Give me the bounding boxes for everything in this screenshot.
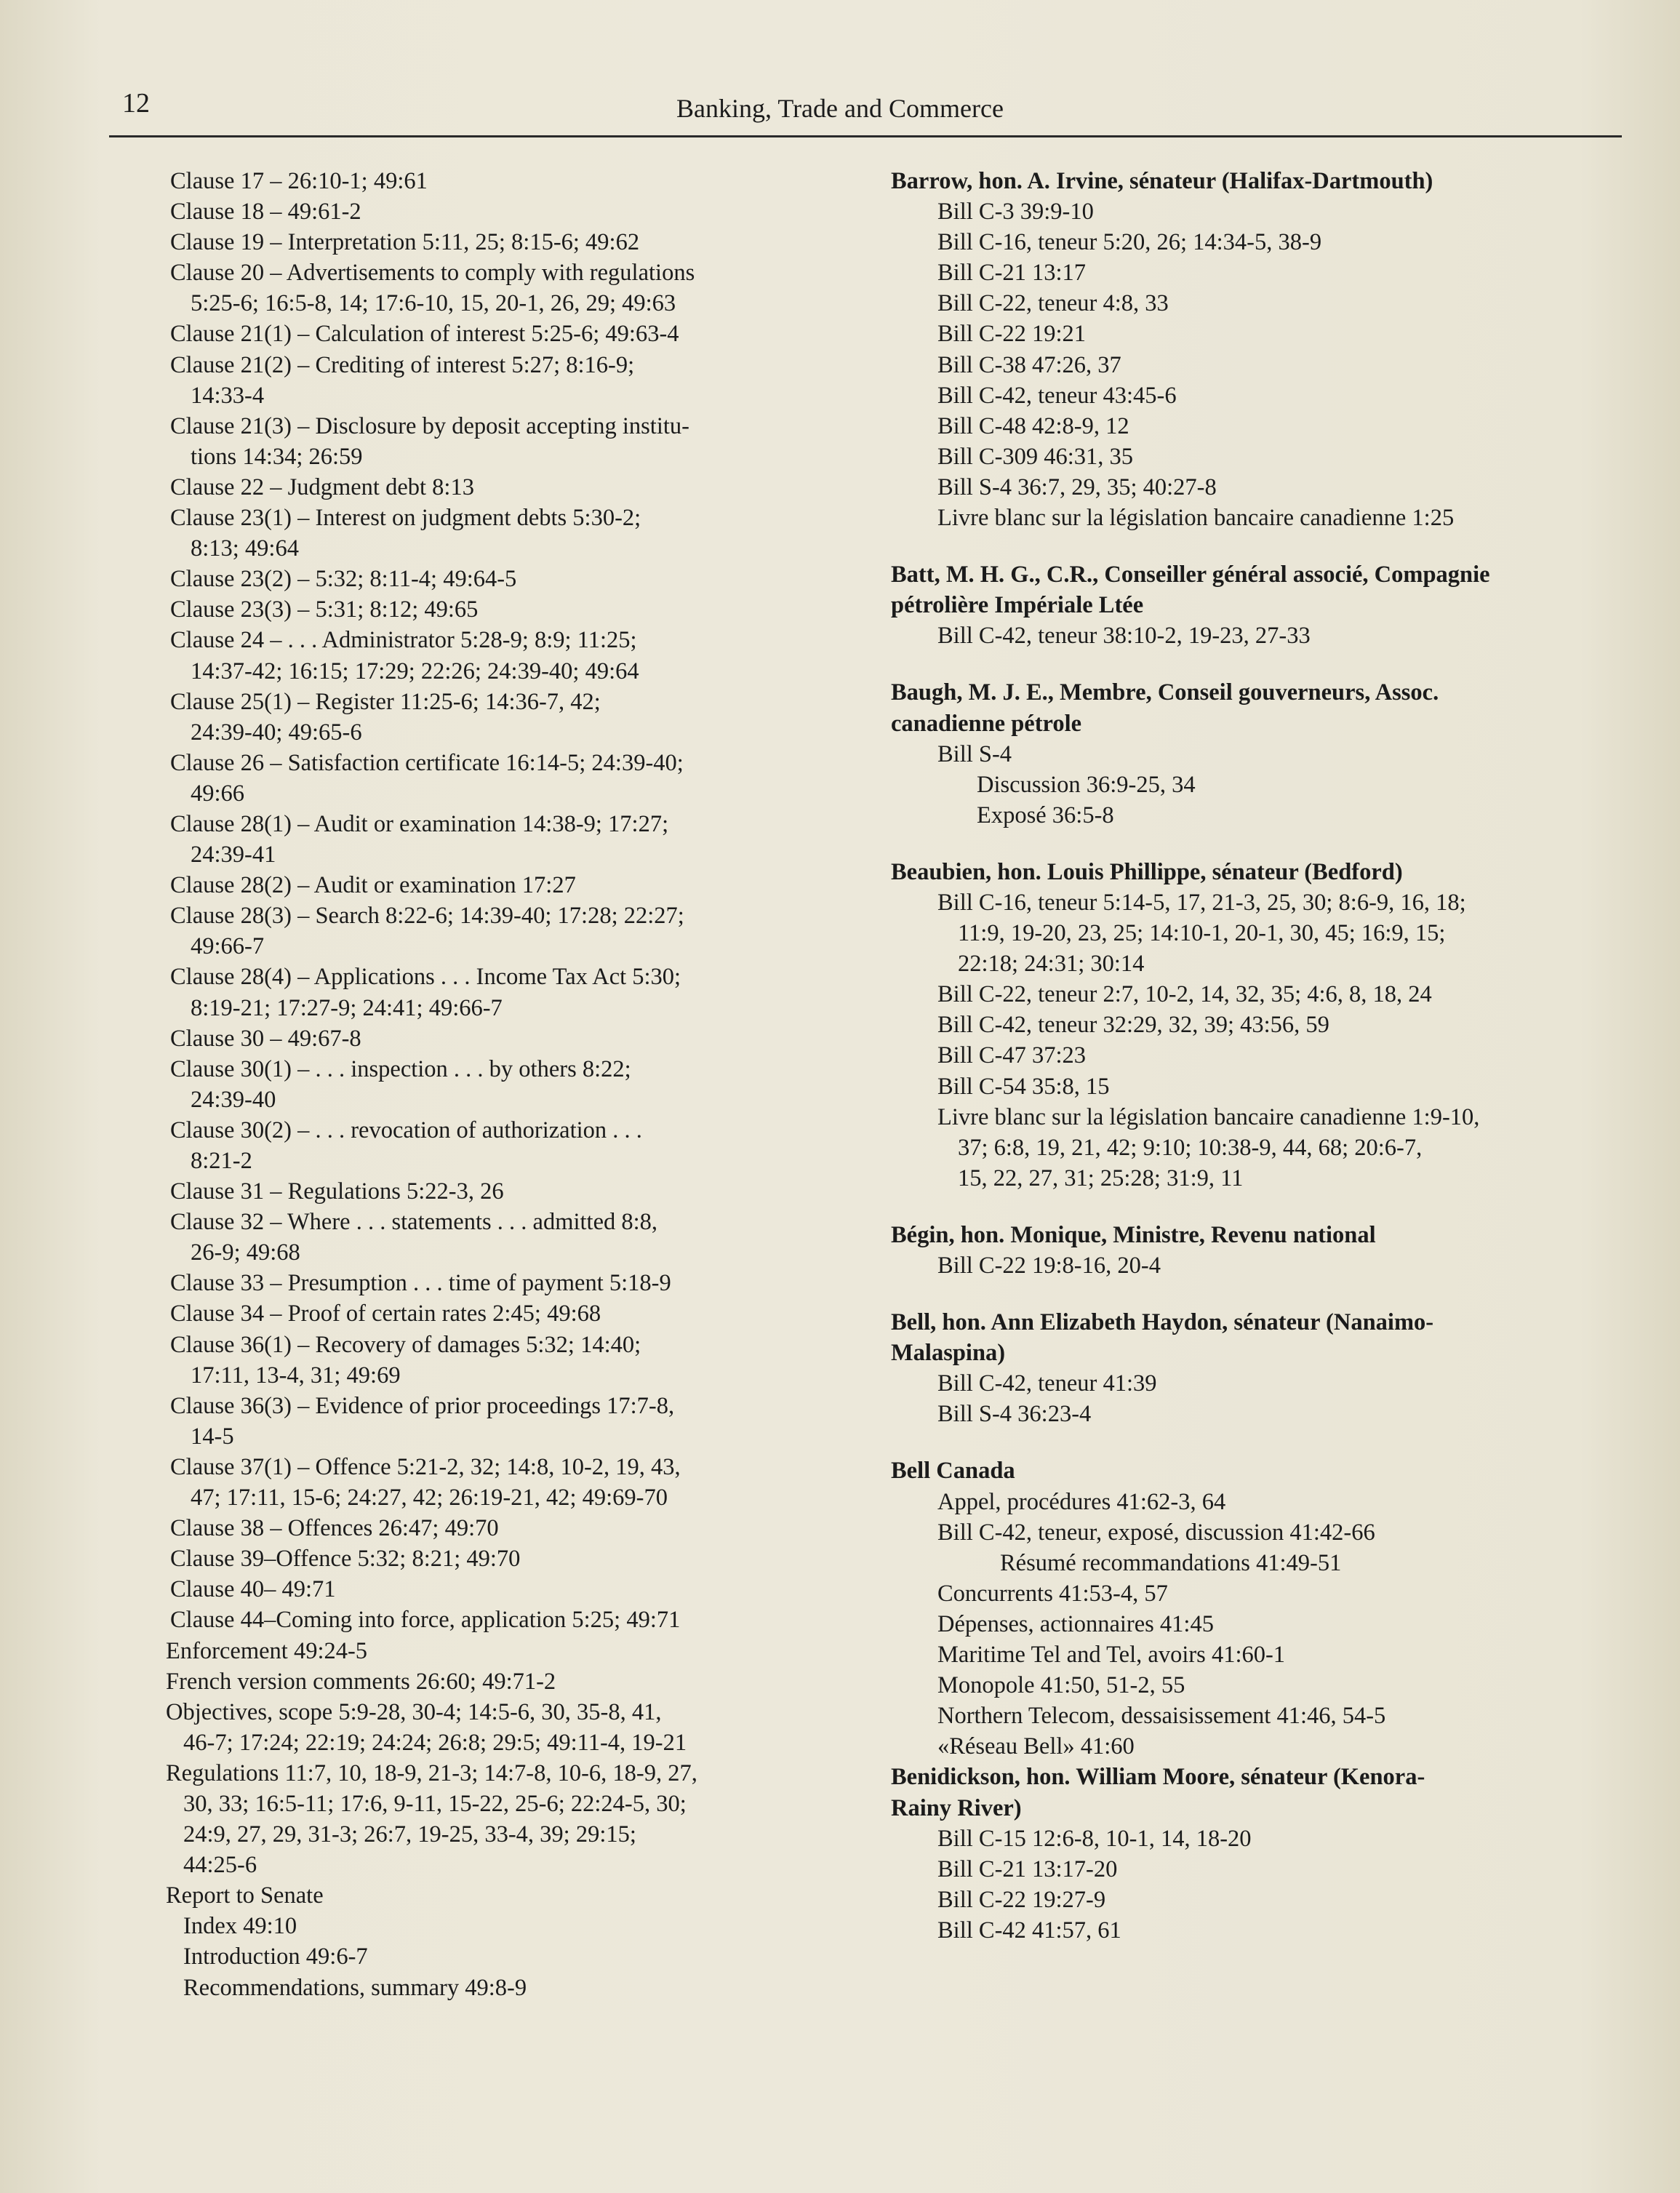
index-entry: Clause 26 – Satisfaction certificate 16:14-5; 24:39-40; — [170, 749, 684, 776]
index-heading-continuation: Rainy River) — [891, 1794, 1022, 1821]
index-entry: Clause 28(2) – Audit or examination 17:27 — [170, 872, 576, 899]
index-entry: Livre blanc sur la législation bancaire canadienne 1:25 — [937, 505, 1455, 532]
index-heading: Bell, hon. Ann Elizabeth Haydon, sénateur (Nanaimo- — [891, 1309, 1434, 1336]
index-entry-continuation: 44:25-6 — [183, 1852, 257, 1879]
index-entry: Clause 30(2) – . . . revocation of authorization . . . — [170, 1117, 642, 1143]
index-entry: Clause 34 – Proof of certain rates 2:45; 49:68 — [170, 1301, 601, 1327]
index-heading: Baugh, M. J. E., Membre, Conseil gouverneurs, Assoc. — [891, 679, 1439, 706]
index-heading: Beaubien, hon. Louis Phillippe, sénateur (Bedford) — [891, 858, 1403, 885]
index-entry-continuation: 26-9; 49:68 — [191, 1239, 300, 1266]
index-entry: Bill C-22 19:21 — [937, 321, 1087, 348]
index-entry: Clause 38 – Offences 26:47; 49:70 — [170, 1515, 499, 1542]
index-entry: Clause 25(1) – Register 11:25-6; 14:36-7, 42; — [170, 688, 601, 715]
index-entry-continuation: 22:18; 24:31; 30:14 — [958, 951, 1145, 978]
index-entry: Bill C-47 37:23 — [937, 1042, 1087, 1069]
index-entry: Clause 36(1) – Recovery of damages 5:32; 14:40; — [170, 1331, 641, 1358]
index-heading: Batt, M. H. G., C.R., Conseiller général associé, Compagnie — [891, 562, 1490, 588]
index-entry: Clause 20 – Advertisements to comply with regulations — [170, 260, 695, 287]
index-entry-continuation: 24:39-40; 49:65-6 — [191, 719, 362, 746]
index-entry: Bill C-3 39:9-10 — [937, 199, 1094, 225]
index-column-right — [891, 166, 1622, 1946]
index-entry: Bill C-22, teneur 2:7, 10-2, 14, 32, 35; 4:6, 8, 18, 24 — [937, 981, 1432, 1008]
index-entry: Monopole 41:50, 51-2, 55 — [937, 1672, 1185, 1699]
running-title: Banking, Trade and Commerce — [676, 94, 1004, 123]
index-entry: Bill C-42, teneur 43:45-6 — [937, 382, 1177, 409]
index-entry-continuation: 47; 17:11, 15-6; 24:27, 42; 26:19-21, 42; 49:69-70 — [191, 1485, 668, 1511]
index-subheading: Regulations 11:7, 10, 18-9, 21-3; 14:7-8, 10-6, 18-9, 27, — [166, 1759, 697, 1786]
index-entry: Bill C-309 46:31, 35 — [937, 443, 1134, 470]
index-entry-continuation: 11:9, 19-20, 23, 25; 14:10-1, 20-1, 30, 45; 16:9, 15; — [958, 920, 1446, 947]
index-entry: Bill C-42, teneur 32:29, 32, 39; 43:56, 59 — [937, 1012, 1329, 1039]
index-entry: Clause 21(3) – Disclosure by deposit accepting institu- — [170, 412, 689, 439]
index-entry: Northern Telecom, dessaisissement 41:46, 54-5 — [937, 1703, 1386, 1730]
index-entry: Clause 21(2) – Crediting of interest 5:27; 8:16-9; — [170, 351, 635, 378]
index-entry: Clause 31 – Regulations 5:22-3, 26 — [170, 1178, 504, 1205]
index-entry: Bill C-54 35:8, 15 — [937, 1073, 1110, 1100]
index-entry: Bill C-42, teneur 38:10-2, 19-23, 27-33 — [937, 623, 1311, 650]
index-entry: Recommendations, summary 49:8-9 — [183, 1974, 527, 2001]
index-heading: Bell Canada — [891, 1458, 1015, 1485]
index-entry: Bill S-4 36:23-4 — [937, 1401, 1092, 1428]
index-entry: Bill C-42, teneur 41:39 — [937, 1370, 1157, 1397]
index-entry-continuation: 5:25-6; 16:5-8, 14; 17:6-10, 15, 20-1, 26, 29; 49:63 — [191, 290, 676, 317]
index-entry-continuation: 8:19-21; 17:27-9; 24:41; 49:66-7 — [191, 994, 503, 1021]
index-entry: Maritime Tel and Tel, avoirs 41:60-1 — [937, 1642, 1286, 1669]
index-entry: Clause 44–Coming into force, application 5:25; 49:71 — [170, 1607, 681, 1634]
index-entry-continuation: 30, 33; 16:5-11; 17:6, 9-11, 15-22, 25-6; 22:24-5, 30; — [183, 1790, 687, 1817]
index-entry: Clause 37(1) – Offence 5:21-2, 32; 14:8, 10-2, 19, 43, — [170, 1453, 681, 1480]
index-entry: Bill C-22 19:8-16, 20-4 — [937, 1253, 1161, 1279]
index-entry-continuation: 14-5 — [191, 1423, 234, 1450]
index-entry-continuation: tions 14:34; 26:59 — [191, 443, 363, 470]
index-entry: «Réseau Bell» 41:60 — [937, 1733, 1135, 1760]
index-entry: Clause 28(3) – Search 8:22-6; 14:39-40; 17:28; 22:27; — [170, 903, 684, 930]
index-entry: Clause 23(1) – Interest on judgment debts 5:30-2; — [170, 505, 641, 532]
index-subheading: Enforcement 49:24-5 — [166, 1637, 368, 1664]
index-entry: Bill S-4 36:7, 29, 35; 40:27-8 — [937, 474, 1217, 500]
index-heading-continuation: pétrolière Impériale Ltée — [891, 592, 1144, 619]
index-entry: Clause 39–Offence 5:32; 8:21; 49:70 — [170, 1546, 521, 1573]
index-entry-continuation: 8:13; 49:64 — [191, 535, 299, 562]
index-entry: Appel, procédures 41:62-3, 64 — [937, 1488, 1226, 1515]
index-entry: Bill C-38 47:26, 37 — [937, 351, 1121, 378]
index-entry: Clause 21(1) – Calculation of interest 5:25-6; 49:63-4 — [170, 321, 679, 348]
page-number: 12 — [122, 88, 150, 119]
index-entry: Clause 18 – 49:61-2 — [170, 199, 361, 225]
index-entry: Clause 17 – 26:10-1; 49:61 — [170, 168, 428, 194]
index-entry: Bill S-4 — [937, 740, 1012, 767]
index-subentry: Exposé 36:5-8 — [977, 802, 1114, 828]
index-heading: Bégin, hon. Monique, Ministre, Revenu national — [891, 1221, 1376, 1248]
index-entry: Bill C-42 41:57, 61 — [937, 1917, 1121, 1944]
index-heading: Barrow, hon. A. Irvine, sénateur (Halifax-Dartmouth) — [891, 168, 1433, 194]
index-entry: Clause 32 – Where . . . statements . . . admitted 8:8, — [170, 1209, 658, 1236]
index-entry-continuation: 46-7; 17:24; 22:19; 24:24; 26:8; 29:5; 49:11-4, 19-21 — [183, 1729, 687, 1756]
index-heading-continuation: Malaspina) — [891, 1340, 1006, 1367]
index-entry: Bill C-42, teneur, exposé, discussion 41:42-66 — [937, 1519, 1375, 1546]
index-entry: Index 49:10 — [183, 1913, 297, 1940]
index-entry: Bill C-15 12:6-8, 10-1, 14, 18-20 — [937, 1825, 1252, 1852]
index-entry: Bill C-21 13:17-20 — [937, 1856, 1118, 1882]
index-entry-continuation: 14:33-4 — [191, 382, 265, 409]
index-entry: Clause 22 – Judgment debt 8:13 — [170, 474, 474, 500]
index-entry-continuation: 37; 6:8, 19, 21, 42; 9:10; 10:38-9, 44, 68; 20:6-7, — [958, 1134, 1423, 1161]
index-entry: Bill C-16, teneur 5:20, 26; 14:34-5, 38-9 — [937, 229, 1322, 256]
index-entry-continuation: 49:66 — [191, 780, 245, 807]
index-heading: Benidickson, hon. William Moore, sénateur (Kenora- — [891, 1764, 1425, 1791]
index-subentry: Discussion 36:9-25, 34 — [977, 771, 1196, 798]
index-entry: Bill C-22, teneur 4:8, 33 — [937, 290, 1169, 317]
index-entry: Bill C-16, teneur 5:14-5, 17, 21-3, 25, 30; 8:6-9, 16, 18; — [937, 889, 1466, 916]
index-entry: Clause 40– 49:71 — [170, 1576, 336, 1603]
index-entry: Bill C-21 13:17 — [937, 260, 1087, 287]
page-header — [109, 87, 1622, 137]
index-subheading: French version comments 26:60; 49:71-2 — [166, 1668, 556, 1695]
index-entry: Clause 23(3) – 5:31; 8:12; 49:65 — [170, 596, 479, 623]
index-entry-continuation: 24:9, 27, 29, 31-3; 26:7, 19-25, 33-4, 39; 29:15; — [183, 1821, 636, 1848]
index-entry-continuation: 8:21-2 — [191, 1148, 252, 1174]
index-column-left — [124, 166, 865, 2003]
index-heading-continuation: canadienne pétrole — [891, 710, 1082, 737]
index-entry-continuation: 17:11, 13-4, 31; 49:69 — [191, 1362, 401, 1389]
index-entry-continuation: 14:37-42; 16:15; 17:29; 22:26; 24:39-40; 49:64 — [191, 658, 639, 684]
index-entry: Concurrents 41:53-4, 57 — [937, 1580, 1168, 1607]
index-entry-continuation: 24:39-41 — [191, 842, 276, 868]
index-subentry: Résumé recommandations 41:49-51 — [1000, 1549, 1342, 1576]
index-entry: Clause 28(1) – Audit or examination 14:38-9; 17:27; — [170, 810, 669, 837]
index-entry: Bill C-22 19:27-9 — [937, 1886, 1106, 1913]
index-subheading: Report to Senate — [166, 1882, 324, 1909]
index-entry: Clause 36(3) – Evidence of prior proceedings 17:7-8, — [170, 1392, 675, 1419]
index-entry: Introduction 49:6-7 — [183, 1944, 368, 1970]
index-subheading: Objectives, scope 5:9-28, 30-4; 14:5-6, 30, 35-8, 41, — [166, 1698, 662, 1725]
index-entry-continuation: 15, 22, 27, 31; 25:28; 31:9, 11 — [958, 1165, 1244, 1191]
index-entry: Clause 33 – Presumption . . . time of payment 5:18-9 — [170, 1270, 671, 1297]
index-entry: Clause 19 – Interpretation 5:11, 25; 8:15-6; 49:62 — [170, 229, 640, 256]
index-entry-continuation: 24:39-40 — [191, 1086, 276, 1113]
index-entry-continuation: 49:66-7 — [191, 933, 265, 960]
index-entry: Clause 30(1) – . . . inspection . . . by others 8:22; — [170, 1055, 631, 1082]
index-entry: Clause 23(2) – 5:32; 8:11-4; 49:64-5 — [170, 566, 517, 593]
index-entry: Dépenses, actionnaires 41:45 — [937, 1610, 1214, 1637]
index-entry: Livre blanc sur la législation bancaire canadienne 1:9-10, — [937, 1103, 1480, 1130]
index-entry: Bill C-48 42:8-9, 12 — [937, 412, 1129, 439]
index-entry: Clause 24 – . . . Administrator 5:28-9; 8:9; 11:25; — [170, 627, 637, 654]
index-entry: Clause 30 – 49:67-8 — [170, 1025, 361, 1052]
index-entry: Clause 28(4) – Applications . . . Income Tax Act 5:30; — [170, 964, 681, 991]
